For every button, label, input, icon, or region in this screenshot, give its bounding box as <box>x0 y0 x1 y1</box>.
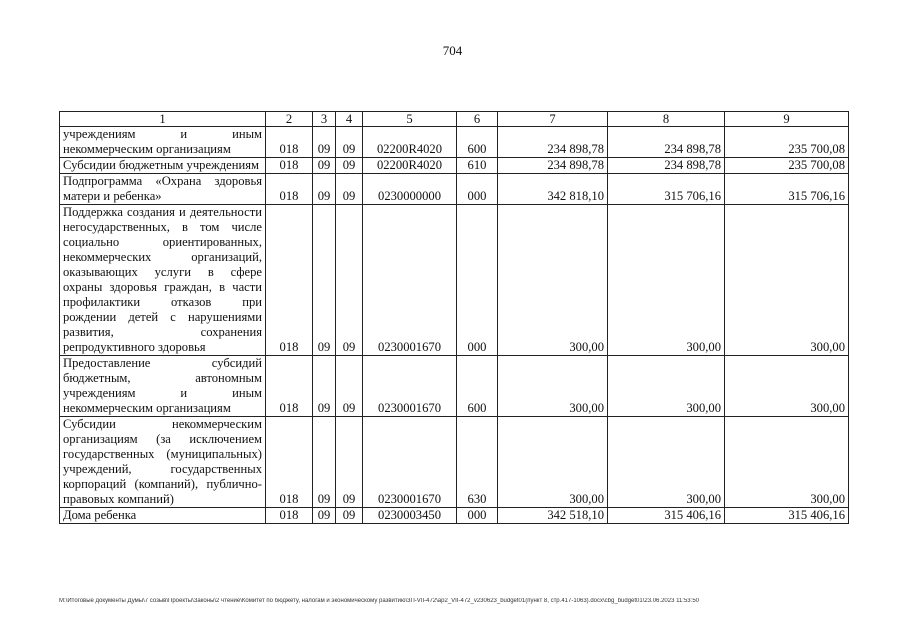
cell-target-article: 02200R4020 <box>363 158 457 174</box>
footer-file-path: M:\Итоговые документы Думы\7 созыв\Проекты\Законы\2 чтение\Комитет по бюджету, налогам и экономическому развитию\3П-VII-472\ap2_VII-472_v230623_budget01(пункт 8, стр.417-1063).docx\cbg_budget01\23.06.2023 11:53:50 <box>59 598 699 604</box>
cell-amount-1: 342 818,10 <box>498 174 608 205</box>
row-name: Субсидии некоммерческим организациям (за исключением государственных (муниципальных) учреждений, государственных корпораций (компаний), публично-правовых компаний) <box>60 417 266 508</box>
cell-section: 09 <box>313 417 336 508</box>
cell-section: 09 <box>313 508 336 524</box>
row-name: Подпрограмма «Охрана здоровья матери и ребенка» <box>60 174 266 205</box>
cell-target-article: 0230001670 <box>363 356 457 417</box>
cell-admin-code: 018 <box>266 417 313 508</box>
cell-section: 09 <box>313 127 336 158</box>
column-header: 6 <box>457 112 498 127</box>
cell-target-article: 0230001670 <box>363 417 457 508</box>
cell-section: 09 <box>313 205 336 356</box>
cell-amount-3: 300,00 <box>725 356 849 417</box>
row-name: Поддержка создания и деятельности негосударственных, в том числе социально ориентированных, некоммерческих организаций, оказывающих услуги в сфере охраны здоровья граждан, в части профилактики отказов при рождении детей с нарушениями развития, сохранения репродуктивного здоровья <box>60 205 266 356</box>
cell-expense-type: 600 <box>457 127 498 158</box>
cell-subsection: 09 <box>336 508 363 524</box>
row-name: Дома ребенка <box>60 508 266 524</box>
cell-expense-type: 000 <box>457 174 498 205</box>
table-row <box>60 205 849 356</box>
cell-expense-type: 610 <box>457 158 498 174</box>
table-row <box>60 356 849 417</box>
cell-amount-2: 300,00 <box>608 356 725 417</box>
column-header: 1 <box>60 112 266 127</box>
cell-subsection: 09 <box>336 417 363 508</box>
cell-amount-2: 315 706,16 <box>608 174 725 205</box>
table-row <box>60 158 849 174</box>
cell-expense-type: 630 <box>457 417 498 508</box>
cell-amount-3: 315 706,16 <box>725 174 849 205</box>
cell-amount-2: 234 898,78 <box>608 158 725 174</box>
column-header: 9 <box>725 112 849 127</box>
cell-amount-3: 300,00 <box>725 417 849 508</box>
column-header: 5 <box>363 112 457 127</box>
cell-amount-2: 300,00 <box>608 417 725 508</box>
cell-admin-code: 018 <box>266 174 313 205</box>
table-row <box>60 508 849 524</box>
cell-amount-3: 315 406,16 <box>725 508 849 524</box>
cell-amount-3: 235 700,08 <box>725 127 849 158</box>
cell-amount-3: 300,00 <box>725 205 849 356</box>
cell-section: 09 <box>313 356 336 417</box>
cell-target-article: 02200R4020 <box>363 127 457 158</box>
column-header: 3 <box>313 112 336 127</box>
column-header: 4 <box>336 112 363 127</box>
cell-amount-1: 234 898,78 <box>498 158 608 174</box>
cell-amount-3: 235 700,08 <box>725 158 849 174</box>
cell-target-article: 0230000000 <box>363 174 457 205</box>
budget-table <box>59 111 849 524</box>
cell-subsection: 09 <box>336 174 363 205</box>
cell-section: 09 <box>313 174 336 205</box>
cell-admin-code: 018 <box>266 158 313 174</box>
cell-target-article: 0230003450 <box>363 508 457 524</box>
page-number: 704 <box>442 43 463 58</box>
column-header: 7 <box>498 112 608 127</box>
cell-expense-type: 000 <box>457 205 498 356</box>
cell-amount-1: 300,00 <box>498 356 608 417</box>
table-row <box>60 417 849 508</box>
cell-subsection: 09 <box>336 356 363 417</box>
column-header: 8 <box>608 112 725 127</box>
table-row <box>60 174 849 205</box>
cell-amount-2: 234 898,78 <box>608 127 725 158</box>
cell-admin-code: 018 <box>266 508 313 524</box>
cell-amount-1: 300,00 <box>498 417 608 508</box>
cell-subsection: 09 <box>336 158 363 174</box>
table-row <box>60 127 849 158</box>
cell-subsection: 09 <box>336 205 363 356</box>
cell-section: 09 <box>313 158 336 174</box>
row-name: Субсидии бюджетным учреждениям <box>60 158 266 174</box>
cell-expense-type: 000 <box>457 508 498 524</box>
cell-admin-code: 018 <box>266 127 313 158</box>
cell-target-article: 0230001670 <box>363 205 457 356</box>
row-name: Предоставление субсидий бюджетным, автономным учреждениям и иным некоммерческим организациям <box>60 356 266 417</box>
cell-admin-code: 018 <box>266 356 313 417</box>
cell-amount-1: 342 518,10 <box>498 508 608 524</box>
column-header: 2 <box>266 112 313 127</box>
row-name: учреждениям и иным некоммерческим организациям <box>60 127 266 158</box>
cell-admin-code: 018 <box>266 205 313 356</box>
cell-subsection: 09 <box>336 127 363 158</box>
cell-amount-1: 300,00 <box>498 205 608 356</box>
cell-amount-1: 234 898,78 <box>498 127 608 158</box>
cell-amount-2: 300,00 <box>608 205 725 356</box>
cell-amount-2: 315 406,16 <box>608 508 725 524</box>
cell-expense-type: 600 <box>457 356 498 417</box>
table-header-row <box>60 112 849 127</box>
